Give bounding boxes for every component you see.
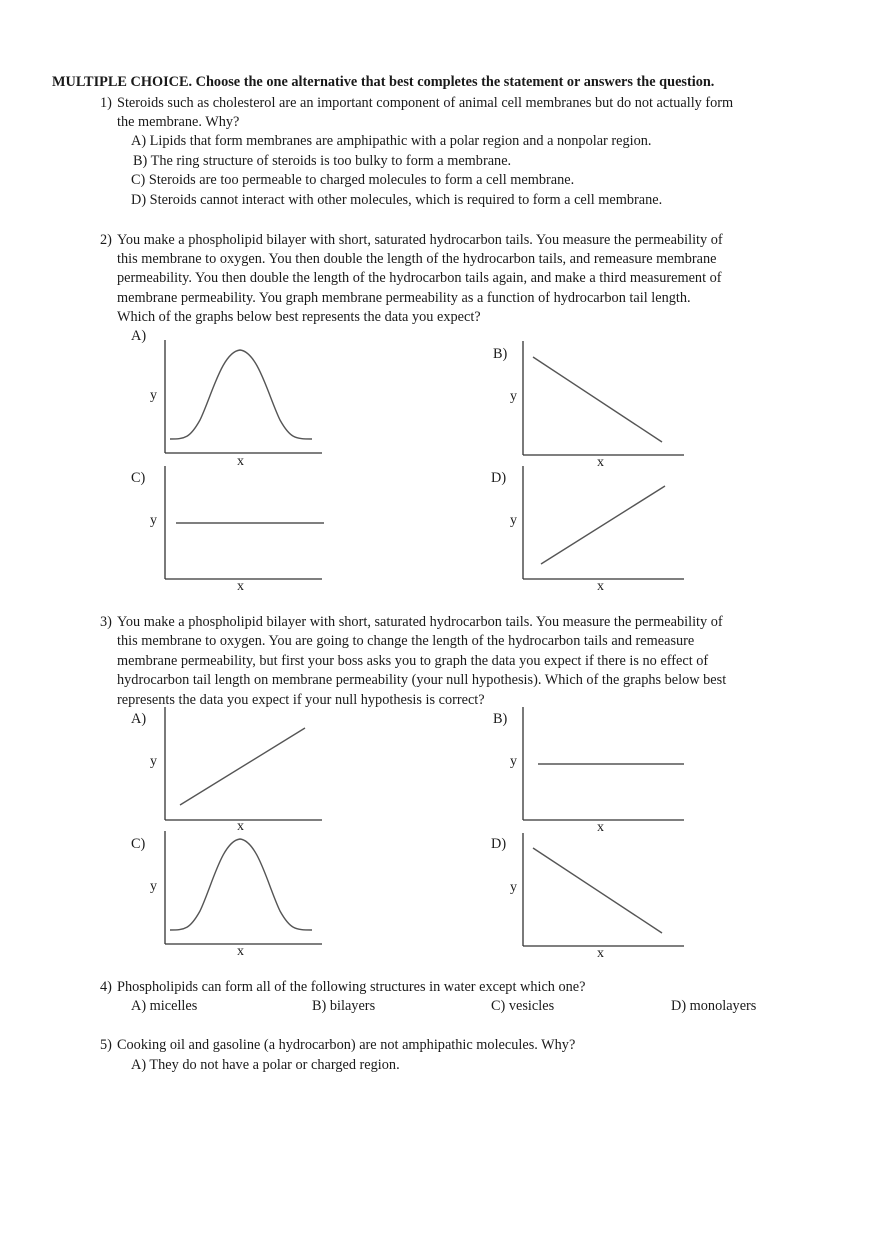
graph-option-d[interactable] [508, 833, 688, 961]
question-text-line: hydrocarbon tail length on membrane permeability (your null hypothesis). Which of the graphs below best [117, 672, 727, 688]
graph-option-d-label[interactable]: D) [491, 470, 507, 486]
question-text-line: membrane permeability. You graph membrane permeability as a function of hydrocarbon tail length. [117, 290, 691, 306]
question-text-line: permeability. You then double the length of the hydrocarbon tails again, and make a third measurement of [117, 270, 722, 286]
question-text-line: this membrane to oxygen. You are going to change the length of the hydrocarbon tails and remeasure [117, 633, 695, 649]
x-axis-label: x [237, 454, 244, 469]
x-axis-label: x [237, 944, 244, 959]
decreasing-line [533, 357, 662, 442]
increasing-line [180, 728, 305, 805]
answer-option-d[interactable]: D) Steroids cannot interact with other molecules, which is required to form a cell membrane. [131, 192, 663, 208]
y-axis-label: y [510, 880, 517, 895]
question-text-line: this membrane to oxygen. You then double the length of the hydrocarbon tails, and remeasure membrane [117, 251, 717, 267]
graph-option-d[interactable] [508, 466, 688, 594]
answer-option-c[interactable]: C) Steroids are too permeable to charged molecules to form a cell membrane. [131, 172, 575, 188]
y-axis-label: y [510, 389, 517, 404]
increasing-line [541, 486, 665, 564]
question-number: 1) [100, 95, 112, 111]
x-axis-label: x [597, 455, 604, 470]
decreasing-line [533, 848, 662, 933]
graph-option-c[interactable] [150, 831, 330, 959]
graph-option-a-label[interactable]: A) [131, 328, 147, 344]
graph-option-b[interactable] [508, 341, 688, 470]
graph-option-a[interactable] [150, 707, 330, 834]
question-text-line: Phospholipids can form all of the following structures in water except which one? [117, 979, 586, 995]
graph-option-b-label[interactable]: B) [493, 346, 508, 362]
graph-option-c-label[interactable]: C) [131, 836, 146, 852]
question-text-line: Steroids such as cholesterol are an important component of animal cell membranes but do not actually form [117, 95, 734, 111]
bell-curve [170, 839, 312, 930]
graph-option-c-label[interactable]: C) [131, 470, 146, 486]
question-text-line: represents the data you expect if your null hypothesis is correct? [117, 692, 485, 708]
answer-option-b[interactable]: B) The ring structure of steroids is too bulky to form a membrane. [133, 153, 512, 169]
flat-line-graph [508, 707, 688, 827]
flat-line-graph [150, 466, 330, 586]
y-axis-label: y [510, 754, 517, 769]
x-axis-label: x [597, 946, 604, 961]
graph-option-b[interactable] [508, 707, 688, 835]
decreasing-line-graph [508, 833, 688, 953]
y-axis-label: y [150, 879, 157, 894]
question-number: 5) [100, 1037, 112, 1053]
answer-option-d[interactable]: D) monolayers [671, 998, 757, 1014]
instructions-header: MULTIPLE CHOICE. Choose the one alternative that best completes the statement or answers the question. [52, 74, 715, 90]
question-text-line: the membrane. Why? [117, 114, 240, 130]
decreasing-line-graph [508, 341, 688, 461]
question-text-line: Cooking oil and gasoline (a hydrocarbon) are not amphipathic molecules. Why? [117, 1037, 576, 1053]
answer-option-a[interactable]: A) micelles [131, 998, 198, 1014]
increasing-line-graph [150, 707, 330, 827]
graph-option-d-label[interactable]: D) [491, 836, 507, 852]
bell-curve [170, 350, 312, 439]
y-axis-label: y [150, 754, 157, 769]
x-axis-label: x [237, 579, 244, 594]
increasing-line-graph [508, 466, 688, 586]
question-number: 2) [100, 232, 112, 248]
question-text-line: You make a phospholipid bilayer with short, saturated hydrocarbon tails. You measure the permeability of [117, 614, 723, 630]
question-text-line: You make a phospholipid bilayer with short, saturated hydrocarbon tails. You measure the permeability of [117, 232, 723, 248]
graph-option-b-label[interactable]: B) [493, 711, 508, 727]
graph-option-c[interactable] [150, 466, 330, 594]
graph-option-a-label[interactable]: A) [131, 711, 147, 727]
bell-curve-graph [150, 831, 330, 951]
y-axis-label: y [510, 513, 517, 528]
question-number: 3) [100, 614, 112, 630]
x-axis-label: x [597, 579, 604, 594]
bell-curve-graph [150, 340, 330, 460]
answer-option-c[interactable]: C) vesicles [491, 998, 555, 1014]
answer-option-a[interactable]: A) They do not have a polar or charged region. [131, 1057, 400, 1073]
x-axis-label: x [237, 819, 244, 834]
x-axis-label: x [597, 820, 604, 835]
answer-option-b[interactable]: B) bilayers [312, 998, 376, 1014]
y-axis-label: y [150, 513, 157, 528]
question-text-line: Which of the graphs below best represents the data you expect? [117, 309, 481, 325]
y-axis-label: y [150, 388, 157, 403]
question-text-line: membrane permeability, but first your boss asks you to graph the data you expect if there is no effect of [117, 653, 709, 669]
answer-option-a[interactable]: A) Lipids that form membranes are amphipathic with a polar region and a nonpolar region. [131, 133, 652, 149]
question-number: 4) [100, 979, 112, 995]
graph-option-a[interactable] [150, 340, 330, 469]
